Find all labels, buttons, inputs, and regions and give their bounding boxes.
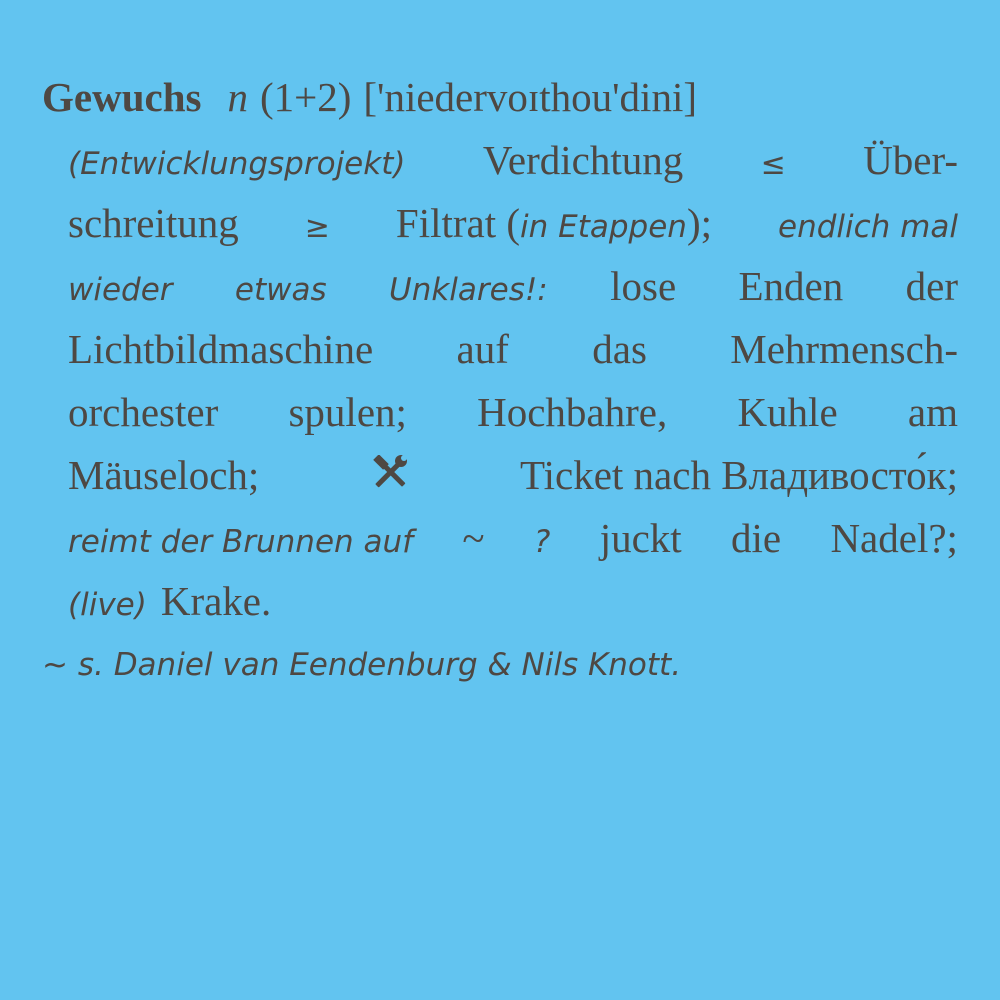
word: am xyxy=(907,389,958,435)
word: Mäuseloch; xyxy=(68,452,260,498)
hammer-and-wrench-icon xyxy=(373,450,407,484)
word: orchester xyxy=(68,389,219,435)
word: die xyxy=(731,515,782,561)
italic-word: wieder xyxy=(68,272,173,308)
paren-close: ); xyxy=(686,200,713,246)
word: Krake. xyxy=(160,578,272,624)
definition-line-3 xyxy=(68,198,958,248)
word: Nadel?; xyxy=(830,515,958,561)
italic-question: ? xyxy=(533,524,551,560)
credit-text: ~ s. Daniel van Eendenburg & Nils Knott. xyxy=(42,647,682,683)
entry-header-line xyxy=(42,72,962,122)
italic-word: Unklares!: xyxy=(389,272,548,308)
word: das xyxy=(592,326,647,372)
definition-line-4 xyxy=(68,261,958,311)
word: Hochbahre, xyxy=(477,389,668,435)
word: Über- xyxy=(863,137,958,183)
word: juckt xyxy=(599,515,682,561)
definition-line-5 xyxy=(68,324,958,374)
pronunciation: ['niedervoɪthou'dini] xyxy=(363,74,697,120)
tilde-symbol: ~ xyxy=(462,515,485,561)
word: auf xyxy=(456,326,509,372)
word: Mehrmensch- xyxy=(730,326,958,372)
definition-line-2 xyxy=(68,135,958,185)
italic-word: etwas xyxy=(234,272,327,308)
word: schreitung xyxy=(68,200,239,246)
grammar-info: (1+2) xyxy=(259,74,352,120)
italic-phrase: endlich mal xyxy=(778,209,958,245)
word: Ticket nach Владивосто́к; xyxy=(520,452,958,498)
domain-label: (Entwicklungsprojekt) xyxy=(68,146,406,182)
definition-line-8 xyxy=(68,513,958,563)
word: Enden xyxy=(738,263,844,309)
italic-phrase: reimt der Brunnen auf xyxy=(68,524,414,560)
definition-line-7 xyxy=(68,450,958,500)
italic-note: in Etappen xyxy=(520,209,687,245)
word: lose xyxy=(610,263,677,309)
credit-line xyxy=(42,640,962,690)
operator-less-equal: ≤ xyxy=(760,147,786,182)
word: Verdichtung xyxy=(482,137,684,183)
word: Filtrat xyxy=(395,200,497,246)
operator-greater-equal: ≥ xyxy=(304,210,330,245)
definition-line-9 xyxy=(68,576,958,626)
word-group xyxy=(396,198,712,252)
word: der xyxy=(905,263,958,309)
word: spulen; xyxy=(288,389,407,435)
italic-note: (live) xyxy=(68,587,147,623)
paren-open: ( xyxy=(506,200,521,246)
word: Kuhle xyxy=(737,389,838,435)
word: Lichtbildmaschine xyxy=(68,326,374,372)
headword: Gewuchs xyxy=(42,74,202,120)
definition-line-6 xyxy=(68,387,958,437)
part-of-speech: n xyxy=(227,74,248,120)
